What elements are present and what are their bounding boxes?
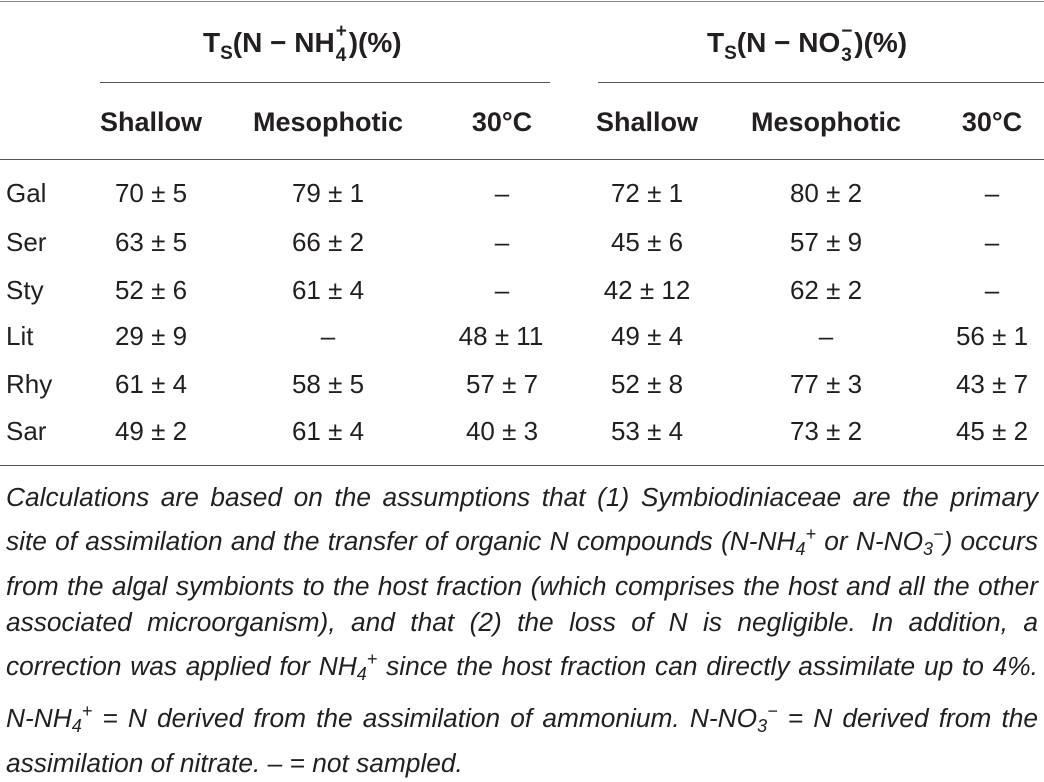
table-cell: 53 ± 4 xyxy=(610,416,684,446)
table-cell: – xyxy=(494,227,510,257)
table-cell: 49 ± 2 xyxy=(114,416,188,446)
table-cell: 72 ± 1 xyxy=(610,178,684,208)
group-header-ammonium xyxy=(203,21,402,66)
table-cell: 61 ± 4 xyxy=(291,275,365,305)
footnote-subscript: 4 xyxy=(356,664,367,685)
top-rule xyxy=(0,1,1044,2)
table-cell: 66 ± 2 xyxy=(291,227,365,257)
footnote-superscript: − xyxy=(767,700,778,721)
group-header-ammonium-superscript: + xyxy=(335,21,347,42)
footnote-text: Calculations are based on the assumptions that (1) Symbiodiniaceae are the primary site of assimilation and the transfer of organic N compounds (N-NH xyxy=(6,482,1038,556)
table-cell: 79 ± 1 xyxy=(291,178,365,208)
column-header-30c-ammonium: 30°C xyxy=(471,107,533,137)
table-cell: 52 ± 6 xyxy=(114,275,188,305)
group-header-nitrate-superscript: − xyxy=(841,21,853,42)
table-cell: 57 ± 7 xyxy=(465,369,539,399)
footnote-subscript: 4 xyxy=(71,715,82,736)
footnote-text: since the host fraction can directly assimilate up to 4%. N-NH xyxy=(6,651,1038,733)
group-header-nitrate-ion-charge xyxy=(840,21,854,66)
group-header-ammonium-suffix: )(%) xyxy=(348,27,402,58)
table-cell: – xyxy=(818,321,834,351)
table-cell: 61 ± 4 xyxy=(291,416,365,446)
group-header-ammonium-ion-subscript: 4 xyxy=(335,45,347,66)
table-cell: 52 ± 8 xyxy=(610,369,684,399)
footnote-subscript: 3 xyxy=(923,538,934,559)
group-header-nitrate-ion-subscript: 3 xyxy=(841,45,852,66)
footnote-text: = N derived from the assimilation of ammonium. N-NO xyxy=(92,702,758,733)
column-header-30c-nitrate: 30°C xyxy=(961,107,1023,137)
table-cell: – xyxy=(984,178,1000,208)
table-cell: – xyxy=(984,275,1000,305)
table-cell: – xyxy=(494,275,510,305)
group-header-nitrate-formula: (N − NO xyxy=(736,27,841,58)
table-cell: 58 ± 5 xyxy=(291,369,365,399)
footnote-text: = N derived from the assimilation of nitrate. – = not sampled. xyxy=(6,702,1038,778)
table-cell: 49 ± 4 xyxy=(610,321,684,351)
table-cell: – xyxy=(320,321,336,351)
group-underline-ammonium xyxy=(100,82,550,83)
table-cell: 80 ± 2 xyxy=(789,178,863,208)
bottom-rule xyxy=(0,465,1044,466)
group-header-ammonium-prefix: T xyxy=(203,27,221,58)
row-label: Sar xyxy=(6,416,47,446)
table-cell: 29 ± 9 xyxy=(114,321,188,351)
group-header-ammonium-formula: (N − NH xyxy=(232,27,335,58)
column-header-mesophotic-ammonium: Mesophotic xyxy=(252,107,403,137)
table-cell: 77 ± 3 xyxy=(789,369,863,399)
table-cell: 61 ± 4 xyxy=(114,369,188,399)
table-cell: 63 ± 5 xyxy=(114,227,188,257)
footnote-superscript: + xyxy=(366,649,378,670)
table-footnote xyxy=(6,479,1038,782)
column-header-shallow-nitrate: Shallow xyxy=(595,107,698,137)
group-header-ammonium-subscript: S xyxy=(220,43,233,64)
header-rule xyxy=(0,159,1044,160)
footnote-subscript: 4 xyxy=(795,538,806,559)
footnote-superscript: + xyxy=(81,700,93,721)
table-cell: – xyxy=(984,227,1000,257)
row-label: Lit xyxy=(6,321,34,351)
table-cell: 45 ± 2 xyxy=(955,416,1029,446)
footnote-text: or N-NO xyxy=(816,525,924,556)
column-header-mesophotic-nitrate: Mesophotic xyxy=(750,107,901,137)
group-header-nitrate xyxy=(707,21,908,66)
footnote-text: ) occurs from the algal symbionts to the host fraction (which comprises the host and all the other associated microorganism), and that (2) the loss of N is negligible. In addition, a correction was applied for NH xyxy=(6,525,1038,682)
table-cell: 70 ± 5 xyxy=(114,178,188,208)
column-header-shallow-ammonium: Shallow xyxy=(99,107,202,137)
group-header-nitrate-suffix: )(%) xyxy=(854,27,908,58)
table-cell: 48 ± 11 xyxy=(458,321,544,351)
row-label: Rhy xyxy=(6,369,53,399)
table-cell: 42 ± 12 xyxy=(603,275,691,305)
group-header-ammonium-ion-charge xyxy=(335,21,349,66)
group-header-nitrate-subscript: S xyxy=(724,43,737,64)
table-cell: 56 ± 1 xyxy=(955,321,1029,351)
row-label: Sty xyxy=(6,275,44,305)
table-cell: 43 ± 7 xyxy=(955,369,1029,399)
table-cell: 45 ± 6 xyxy=(610,227,684,257)
table-cell: 40 ± 3 xyxy=(465,416,539,446)
table-cell: – xyxy=(494,178,510,208)
group-header-nitrate-prefix: T xyxy=(707,27,725,58)
table-cell: 73 ± 2 xyxy=(789,416,863,446)
footnote-subscript: 3 xyxy=(757,715,768,736)
table-cell: 62 ± 2 xyxy=(789,275,863,305)
footnote-superscript: + xyxy=(805,523,817,544)
row-label: Gal xyxy=(6,178,47,208)
footnote-superscript: − xyxy=(933,523,944,544)
table-cell: 57 ± 9 xyxy=(789,227,863,257)
group-underline-nitrate xyxy=(598,82,1044,83)
row-label: Ser xyxy=(6,227,47,257)
